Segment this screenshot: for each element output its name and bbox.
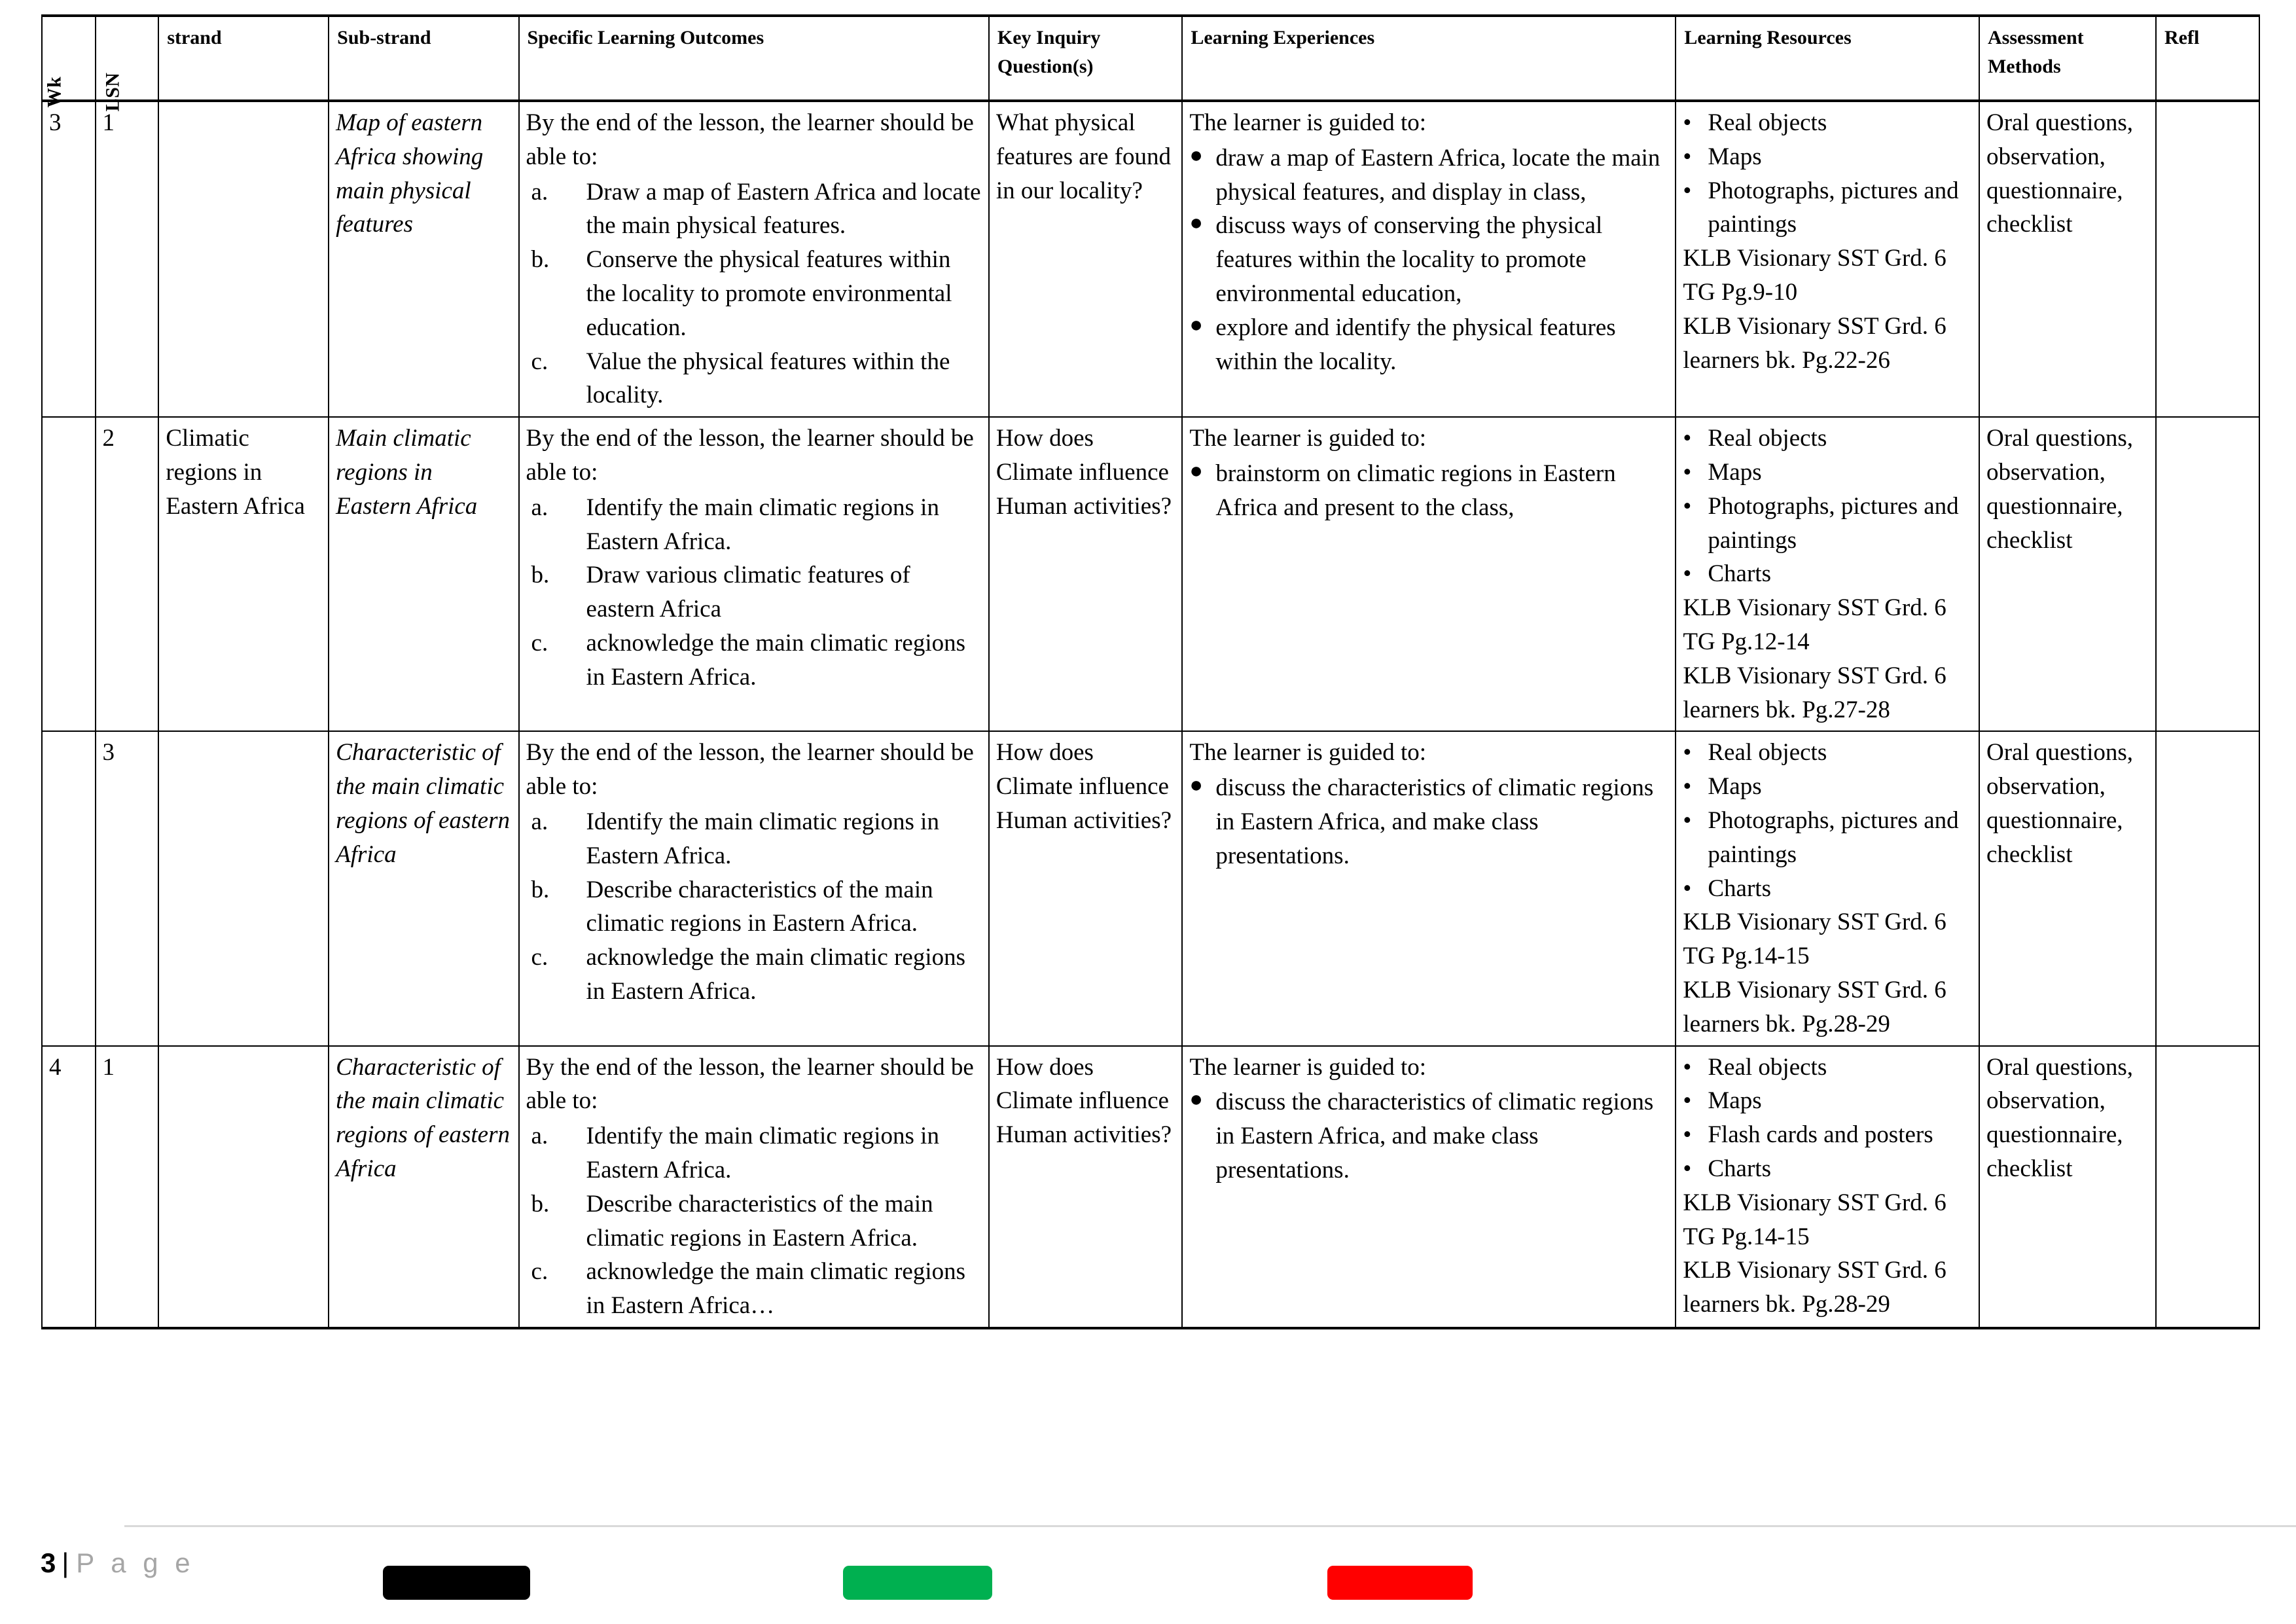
- outcome-item: [526, 243, 982, 344]
- filled-bullet-icon: ●: [1189, 773, 1203, 798]
- filled-bullet-icon: ●: [1189, 458, 1203, 483]
- cell-week: [42, 417, 96, 731]
- resource-item: [1683, 1051, 1972, 1085]
- resource-text: Photographs, pictures and paintings: [1708, 492, 1959, 554]
- table-row: [42, 1046, 2259, 1328]
- outcome-text: acknowledge the main climatic regions in Eastern Africa…: [586, 1258, 965, 1320]
- cell-strand: Climatic regions in Eastern Africa: [158, 417, 329, 731]
- experience-item: [1189, 141, 1668, 209]
- bullet-icon: •: [1683, 739, 1692, 767]
- resource-reference: KLB Visionary SST Grd. 6 TG Pg.9-10: [1683, 245, 1946, 306]
- outcomes-list: [526, 805, 982, 1009]
- outcome-item: [526, 626, 982, 695]
- outcome-marker: a.: [531, 494, 548, 521]
- cell-sub-strand: Characteristic of the main climatic regions of eastern Africa: [329, 1046, 518, 1328]
- bullet-icon: •: [1683, 1087, 1692, 1115]
- resource-item: [1683, 770, 1972, 804]
- footer-divider: [124, 1525, 2296, 1527]
- resource-item: [1683, 174, 1972, 242]
- resource-item: [1683, 422, 1972, 456]
- cell-lesson: 1: [96, 1046, 159, 1328]
- outcome-text: Draw a map of Eastern Africa and locate the main physical features.: [586, 178, 981, 240]
- cell-assessment-methods: Oral questions, observation, questionnaire, checklist: [1979, 731, 2156, 1045]
- column-header-learning-resources: Learning Resources: [1676, 16, 1979, 101]
- resource-reference: KLB Visionary SST Grd. 6 learners bk. Pg.28-29: [1683, 976, 1946, 1038]
- outcome-text: Identify the main climatic regions in Eastern Africa.: [586, 1123, 939, 1183]
- column-header-key-inquiry-questions: Key Inquiry Question(s): [989, 16, 1182, 101]
- cell-week: [42, 731, 96, 1045]
- outcome-item: [526, 805, 982, 873]
- resource-text: Maps: [1708, 773, 1762, 801]
- resource-text: Charts: [1708, 560, 1771, 588]
- table-row: [42, 731, 2259, 1045]
- outcome-marker: c.: [531, 348, 548, 375]
- footer-bar-black: [383, 1566, 530, 1600]
- cell-sub-strand: Characteristic of the main climatic regions of eastern Africa: [329, 731, 518, 1045]
- experience-text: discuss the characteristics of climatic regions in Eastern Africa, and make class presentations.: [1215, 774, 1654, 869]
- cell-reflection: [2156, 731, 2259, 1045]
- cell-key-inquiry-question: How does Climate influence Human activities?: [989, 1046, 1182, 1328]
- outcome-item: [526, 873, 982, 941]
- resource-text: Maps: [1708, 143, 1762, 170]
- experience-text: discuss the characteristics of climatic regions in Eastern Africa, and make class presentations.: [1215, 1089, 1654, 1183]
- cell-reflection: [2156, 1046, 2259, 1328]
- cell-specific-learning-outcomes: [519, 101, 989, 417]
- outcome-item: [526, 1255, 982, 1323]
- page-number-separator: |: [62, 1547, 71, 1578]
- footer-bar-red: [1327, 1566, 1473, 1600]
- cell-learning-experiences: [1182, 417, 1676, 731]
- outcome-marker: b.: [531, 876, 550, 903]
- bullet-icon: •: [1683, 560, 1692, 588]
- outcome-item: [526, 941, 982, 1009]
- resource-text: Maps: [1708, 1087, 1762, 1115]
- outcome-text: Conserve the physical features within the locality to promote environmental education.: [586, 246, 952, 341]
- outcomes-list: [526, 491, 982, 695]
- column-header-lsn-label: LSN: [101, 72, 124, 111]
- outcomes-lead-text: By the end of the lesson, the learner should be able to:: [526, 739, 974, 801]
- outcome-text: Describe characteristics of the main climatic regions in Eastern Africa.: [586, 876, 933, 937]
- column-header-sub-strand: Sub-strand: [329, 16, 518, 101]
- resource-reference: KLB Visionary SST Grd. 6 TG Pg.14-15: [1683, 909, 1946, 970]
- cell-learning-resources: [1676, 731, 1979, 1045]
- cell-strand: [158, 731, 329, 1045]
- column-header-wk: [42, 16, 96, 107]
- resource-reference: KLB Visionary SST Grd. 6 learners bk. Pg.28-29: [1683, 1257, 1946, 1318]
- outcome-text: Value the physical features within the locality.: [586, 348, 950, 409]
- resource-text: Charts: [1708, 875, 1771, 902]
- bullet-icon: •: [1683, 109, 1692, 136]
- resource-item: [1683, 557, 1972, 591]
- resource-text: Photographs, pictures and paintings: [1708, 177, 1959, 238]
- cell-assessment-methods: Oral questions, observation, questionnaire, checklist: [1979, 101, 2156, 417]
- outcome-marker: b.: [531, 562, 550, 589]
- resource-text: Charts: [1708, 1155, 1771, 1182]
- experience-text: discuss ways of conserving the physical features within the locality to promote environmental education,: [1215, 212, 1603, 307]
- outcome-marker: a.: [531, 178, 548, 206]
- cell-learning-experiences: [1182, 1046, 1676, 1328]
- outcome-text: Identify the main climatic regions in Eastern Africa.: [586, 808, 939, 869]
- outcome-marker: c.: [531, 629, 548, 657]
- outcome-marker: b.: [531, 1190, 550, 1218]
- column-header-learning-experiences: Learning Experiences: [1182, 16, 1676, 101]
- cell-reflection: [2156, 101, 2259, 417]
- resources-list: [1683, 422, 1972, 591]
- resource-item: [1683, 106, 1972, 140]
- cell-strand: [158, 101, 329, 417]
- outcome-text: acknowledge the main climatic regions in Eastern Africa.: [586, 629, 965, 691]
- outcome-item: [526, 175, 982, 244]
- resource-text: Flash cards and posters: [1708, 1121, 1933, 1149]
- experiences-lead-text: The learner is guided to:: [1189, 109, 1427, 136]
- bullet-icon: •: [1683, 492, 1692, 520]
- resource-item: [1683, 804, 1972, 872]
- resource-reference: KLB Visionary SST Grd. 6 learners bk. Pg.27-28: [1683, 662, 1946, 723]
- experience-item: [1189, 457, 1668, 525]
- filled-bullet-icon: ●: [1189, 211, 1203, 236]
- column-header-strand: strand: [158, 16, 329, 101]
- experience-item: [1189, 311, 1668, 379]
- outcome-marker: b.: [531, 246, 550, 274]
- scheme-of-work-table: [41, 14, 2260, 1329]
- resource-item: [1683, 872, 1972, 906]
- resource-item: [1683, 456, 1972, 490]
- resource-reference: KLB Visionary SST Grd. 6 TG Pg.14-15: [1683, 1189, 1946, 1250]
- resource-item: [1683, 490, 1972, 558]
- column-header-wk-label: Wk: [43, 76, 65, 107]
- outcome-text: Identify the main climatic regions in Eastern Africa.: [586, 494, 939, 555]
- resource-text: Real objects: [1708, 1053, 1827, 1081]
- bullet-icon: •: [1683, 806, 1692, 834]
- cell-sub-strand: Map of eastern Africa showing main physical features: [329, 101, 518, 417]
- experiences-list: [1189, 141, 1668, 379]
- outcomes-list: [526, 175, 982, 413]
- resource-reference: KLB Visionary SST Grd. 6 learners bk. Pg.22-26: [1683, 312, 1946, 374]
- bullet-icon: •: [1683, 1121, 1692, 1149]
- outcome-marker: c.: [531, 944, 548, 971]
- experiences-lead-text: The learner is guided to:: [1189, 739, 1427, 767]
- resource-item: [1683, 736, 1972, 770]
- cell-learning-experiences: [1182, 101, 1676, 417]
- resource-item: [1683, 140, 1972, 174]
- resource-text: Real objects: [1708, 109, 1827, 136]
- table-row: [42, 101, 2259, 417]
- page-number-value: 3: [41, 1547, 58, 1578]
- column-header-specific-learning-outcomes: Specific Learning Outcomes: [519, 16, 989, 101]
- outcome-item: [526, 1187, 982, 1255]
- resources-list: [1683, 736, 1972, 905]
- bullet-icon: •: [1683, 425, 1692, 452]
- page-word-label: P a g e: [76, 1547, 195, 1578]
- bullet-icon: •: [1683, 143, 1692, 170]
- resources-list: [1683, 106, 1972, 242]
- page-footer: [0, 1525, 2296, 1624]
- resource-item: [1683, 1084, 1972, 1118]
- cell-week: 3: [42, 101, 96, 417]
- experience-item: [1189, 771, 1668, 873]
- resource-item: [1683, 1118, 1972, 1152]
- cell-key-inquiry-question: What physical features are found in our locality?: [989, 101, 1182, 417]
- outcome-marker: a.: [531, 808, 548, 835]
- filled-bullet-icon: ●: [1189, 1087, 1203, 1112]
- column-header-lsn: [96, 16, 159, 111]
- filled-bullet-icon: ●: [1189, 143, 1203, 168]
- column-header-refl: Refl: [2156, 16, 2259, 101]
- resource-text: Real objects: [1708, 739, 1827, 767]
- outcomes-lead-text: By the end of the lesson, the learner should be able to:: [526, 1053, 974, 1115]
- outcome-text: acknowledge the main climatic regions in Eastern Africa.: [586, 944, 965, 1005]
- cell-reflection: [2156, 417, 2259, 731]
- table-header-row: [42, 16, 2259, 101]
- outcome-item: [526, 1119, 982, 1187]
- outcome-text: Describe characteristics of the main climatic regions in Eastern Africa.: [586, 1190, 933, 1252]
- page-number-label: [41, 1547, 195, 1579]
- cell-learning-experiences: [1182, 731, 1676, 1045]
- experiences-list: [1189, 457, 1668, 525]
- experience-text: explore and identify the physical features within the locality.: [1215, 314, 1616, 375]
- outcome-item: [526, 491, 982, 559]
- filled-bullet-icon: ●: [1189, 312, 1203, 337]
- outcomes-lead-text: By the end of the lesson, the learner should be able to:: [526, 425, 974, 486]
- outcomes-lead-text: By the end of the lesson, the learner should be able to:: [526, 109, 974, 170]
- cell-specific-learning-outcomes: [519, 1046, 989, 1328]
- experiences-lead-text: The learner is guided to:: [1189, 425, 1427, 452]
- cell-week: 4: [42, 1046, 96, 1328]
- bullet-icon: •: [1683, 773, 1692, 801]
- experience-text: draw a map of Eastern Africa, locate the main physical features, and display in class,: [1215, 144, 1660, 206]
- resource-reference: KLB Visionary SST Grd. 6 TG Pg.12-14: [1683, 594, 1946, 655]
- bullet-icon: •: [1683, 1155, 1692, 1182]
- cell-key-inquiry-question: How does Climate influence Human activities?: [989, 731, 1182, 1045]
- column-header-assessment-methods: Assessment Methods: [1979, 16, 2156, 101]
- experiences-list: [1189, 771, 1668, 873]
- cell-lesson: 2: [96, 417, 159, 731]
- outcome-marker: c.: [531, 1258, 548, 1286]
- experience-item: [1189, 209, 1668, 310]
- outcomes-list: [526, 1119, 982, 1323]
- cell-assessment-methods: Oral questions, observation, questionnaire, checklist: [1979, 417, 2156, 731]
- cell-sub-strand: Main climatic regions in Eastern Africa: [329, 417, 518, 731]
- cell-specific-learning-outcomes: [519, 731, 989, 1045]
- cell-learning-resources: [1676, 1046, 1979, 1328]
- table-row: [42, 417, 2259, 731]
- resource-text: Maps: [1708, 458, 1762, 486]
- table-body: [42, 101, 2259, 1328]
- outcome-marker: a.: [531, 1123, 548, 1150]
- cell-assessment-methods: Oral questions, observation, questionnaire, checklist: [1979, 1046, 2156, 1328]
- bullet-icon: •: [1683, 177, 1692, 204]
- experiences-lead-text: The learner is guided to:: [1189, 1053, 1427, 1081]
- cell-strand: [158, 1046, 329, 1328]
- outcome-item: [526, 345, 982, 413]
- experiences-list: [1189, 1085, 1668, 1187]
- cell-specific-learning-outcomes: [519, 417, 989, 731]
- outcome-text: Draw various climatic features of eastern Africa: [586, 562, 910, 623]
- cell-lesson: 3: [96, 731, 159, 1045]
- bullet-icon: •: [1683, 458, 1692, 486]
- footer-bar-green: [843, 1566, 992, 1600]
- cell-learning-resources: [1676, 417, 1979, 731]
- resources-list: [1683, 1051, 1972, 1186]
- cell-key-inquiry-question: How does Climate influence Human activities?: [989, 417, 1182, 731]
- resource-item: [1683, 1152, 1972, 1186]
- bullet-icon: •: [1683, 1053, 1692, 1081]
- bullet-icon: •: [1683, 875, 1692, 902]
- experience-item: [1189, 1085, 1668, 1187]
- cell-lesson: 1: [96, 101, 159, 417]
- resource-text: Photographs, pictures and paintings: [1708, 806, 1959, 868]
- cell-learning-resources: [1676, 101, 1979, 417]
- outcome-item: [526, 558, 982, 626]
- resource-text: Real objects: [1708, 425, 1827, 452]
- experience-text: brainstorm on climatic regions in Eastern Africa and present to the class,: [1215, 460, 1616, 521]
